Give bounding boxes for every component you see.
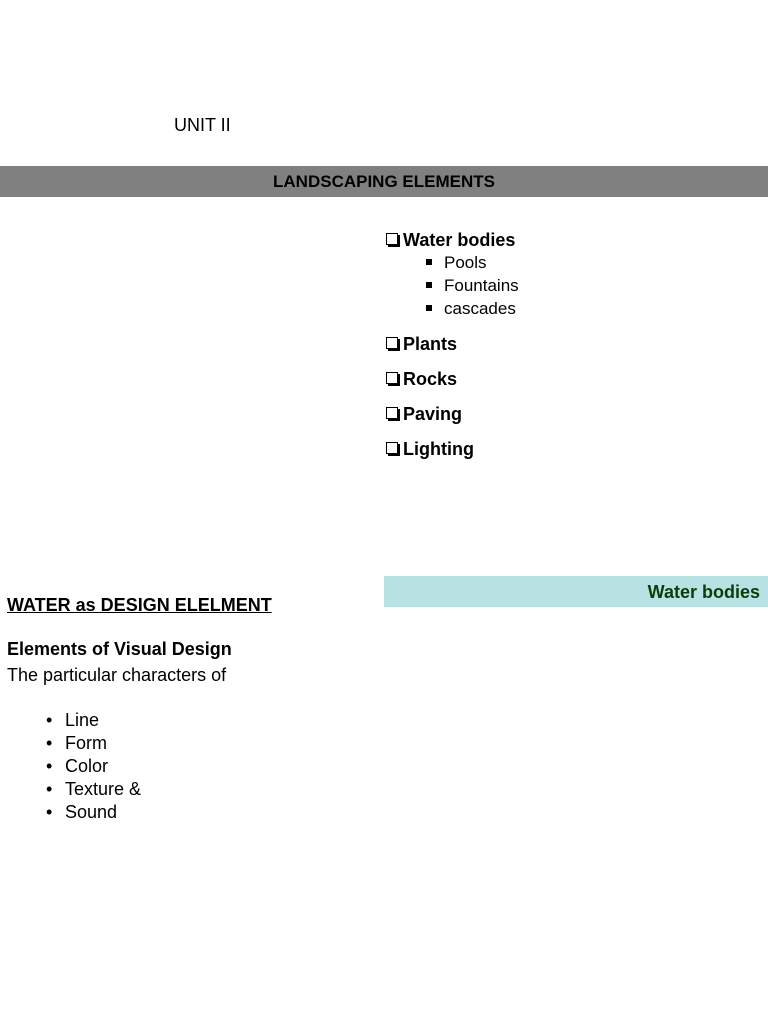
round-dot-icon: • (46, 710, 53, 730)
element-label: Water bodies (403, 230, 516, 250)
hollow-square-icon (386, 372, 398, 384)
element-label: Rocks (403, 369, 458, 389)
list-item-label: Sound (65, 802, 118, 822)
hollow-square-icon (386, 442, 398, 454)
sub-item-fountains (386, 274, 768, 297)
sub-item-cascades (386, 297, 768, 320)
filled-square-icon (426, 305, 432, 311)
list-item-label: Form (65, 733, 107, 753)
visual-design-heading: Elements of Visual Design (7, 639, 232, 659)
element-item-lighting (386, 438, 768, 460)
element-item-paving (386, 403, 768, 425)
element-label: Plants (403, 334, 458, 354)
water-bodies-bar-label: Water bodies (647, 582, 760, 602)
hollow-square-icon (386, 407, 398, 419)
sub-item-label: Pools (444, 253, 487, 272)
filled-square-icon (426, 259, 432, 265)
list-item (46, 709, 141, 732)
list-item-label: Line (65, 710, 100, 730)
list-item (46, 778, 141, 801)
page-title: LANDSCAPING ELEMENTS (273, 172, 495, 191)
characters-list (46, 709, 141, 824)
list-item (46, 755, 141, 778)
round-dot-icon: • (46, 733, 53, 753)
sub-item-label: cascades (444, 299, 516, 318)
water-bodies-bar (384, 576, 768, 607)
list-item-label: Color (65, 756, 109, 776)
element-label: Paving (403, 404, 463, 424)
list-item (46, 732, 141, 755)
element-item-rocks (386, 368, 768, 390)
round-dot-icon: • (46, 802, 53, 822)
unit-label: UNIT II (174, 115, 231, 135)
design-element-heading: WATER as DESIGN ELELMENT (7, 595, 272, 615)
element-item-plants (386, 333, 768, 355)
intro-text: The particular characters of (7, 665, 227, 685)
list-item (46, 801, 141, 824)
title-bar (0, 166, 768, 197)
hollow-square-icon (386, 233, 398, 245)
element-label: Lighting (403, 439, 474, 459)
round-dot-icon: • (46, 779, 53, 799)
water-bodies-sub-list (386, 251, 768, 320)
round-dot-icon: • (46, 756, 53, 776)
filled-square-icon (426, 282, 432, 288)
landscaping-elements-list (386, 229, 768, 460)
element-item-water-bodies (386, 229, 768, 320)
hollow-square-icon (386, 337, 398, 349)
sub-item-pools (386, 251, 768, 274)
list-item-label: Texture & (65, 779, 142, 799)
sub-item-label: Fountains (444, 276, 519, 295)
